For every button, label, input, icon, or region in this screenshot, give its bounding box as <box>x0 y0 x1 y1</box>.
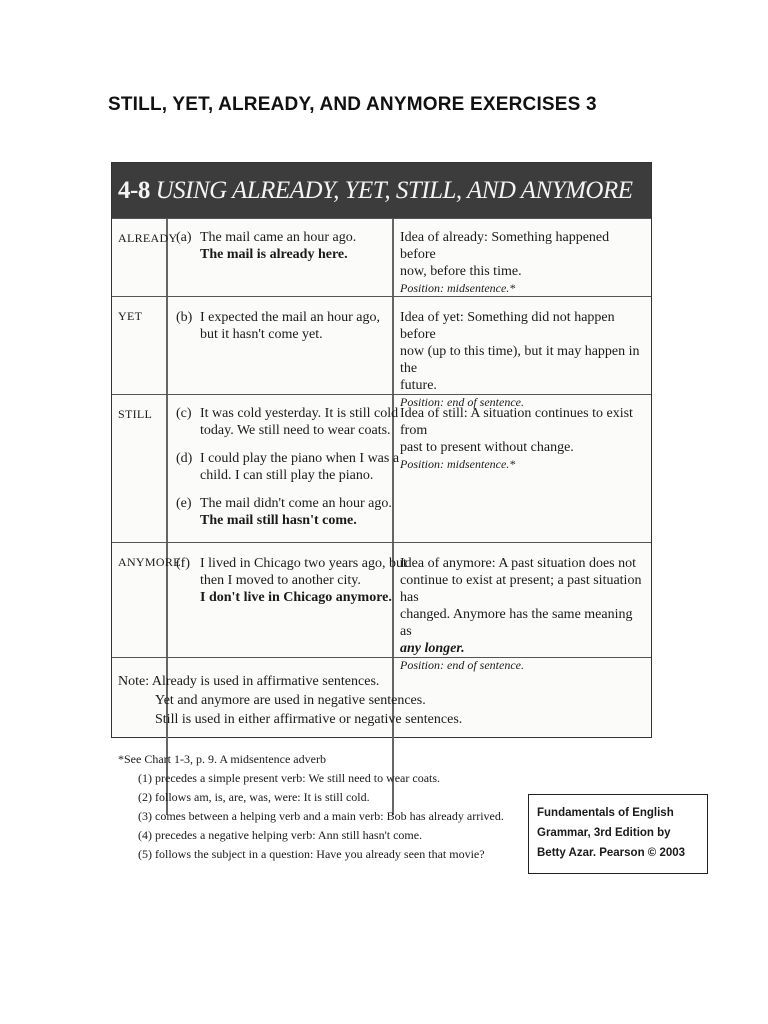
grammar-chart <box>111 162 652 738</box>
example-e <box>176 495 392 529</box>
note-row <box>112 657 651 736</box>
idea-line: continue to exist at present; a past situation has <box>400 573 642 605</box>
idea-line: now (up to this time), but it may happen in the <box>400 344 640 376</box>
example-b <box>176 309 380 343</box>
page-title: STILL, YET, ALREADY, AND ANYMORE EXERCISES 3 <box>108 94 597 115</box>
example-line: I lived in Chicago two years ago, but <box>200 556 407 571</box>
footnote <box>118 750 504 864</box>
example-line: today. We still need to wear coats. <box>200 423 391 438</box>
idea-line: Idea of already: Something happened before <box>400 230 610 262</box>
example-label: (e) <box>176 496 192 511</box>
row-term: STILL <box>118 407 153 421</box>
row-term: ANYMORE <box>118 555 181 569</box>
chart-number: 4-8 <box>118 177 150 204</box>
idea-line: any longer. <box>400 641 465 656</box>
position-note: Position: end of sentence. <box>400 658 524 672</box>
idea-line: past to present without change. <box>400 440 574 455</box>
idea-line: now, before this time. <box>400 264 522 279</box>
table-row <box>112 542 651 672</box>
example-line: but it hasn't come yet. <box>200 327 323 342</box>
usage-note <box>118 672 462 729</box>
example-line: It was cold yesterday. It is still cold <box>200 406 399 421</box>
example-label: (c) <box>176 406 192 421</box>
footnote-item: (1) precedes a simple present verb: We still need to wear coats. <box>138 771 441 785</box>
source-line: Fundamentals of English <box>537 807 674 819</box>
table-row <box>112 394 651 542</box>
source-line: Grammar, 3rd Edition by <box>537 827 671 839</box>
idea-line: Idea of still: A situation continues to exist from <box>400 406 633 438</box>
example-line: The mail didn't come an hour ago. <box>200 496 392 511</box>
example-line: I expected the mail an hour ago, <box>200 310 380 325</box>
example-line: The mail is already here. <box>200 247 348 262</box>
example-line: child. I can still play the piano. <box>200 468 374 483</box>
example-label: (f) <box>176 556 190 571</box>
footnote-intro: *See Chart 1-3, p. 9. A midsentence adverb <box>118 752 326 766</box>
idea-line: future. <box>400 378 437 393</box>
row-term: YET <box>118 309 143 323</box>
table-row <box>112 296 651 409</box>
example-c <box>176 405 398 439</box>
footnote-item: (5) follows the subject in a question: Have you already seen that movie? <box>138 847 485 861</box>
row-term: ALREADY <box>118 231 178 245</box>
example-line: I don't live in Chicago anymore. <box>200 590 392 605</box>
chart-header <box>112 163 651 218</box>
source-citation-box <box>528 794 708 874</box>
note-line: Note: Already is used in affirmative sentences. <box>118 674 380 689</box>
footnote-item: (2) follows am, is, are, was, were: It is still cold. <box>138 790 370 804</box>
note-line: Still is used in either affirmative or negative sentences. <box>155 712 463 727</box>
example-a <box>176 229 356 263</box>
example-line: I could play the piano when I was a <box>200 451 400 466</box>
idea-line: Idea of yet: Something did not happen before <box>400 310 615 342</box>
example-d <box>176 450 399 484</box>
example-label: (b) <box>176 310 193 325</box>
example-line: then I moved to another city. <box>200 573 361 588</box>
idea-line: Idea of anymore: A past situation does not <box>400 556 637 571</box>
idea-line: changed. Anymore has the same meaning as <box>400 607 633 639</box>
idea-cell <box>400 229 645 297</box>
table-row <box>112 218 651 296</box>
note-line: Yet and anymore are used in negative sentences. <box>155 693 426 708</box>
example-line: The mail still hasn't come. <box>200 513 357 528</box>
position-note: Position: midsentence.* <box>400 457 516 471</box>
position-note: Position: end of sentence. <box>400 395 524 409</box>
idea-cell <box>400 405 645 473</box>
chart-heading: USING ALREADY, YET, STILL, AND ANYMORE <box>155 177 633 204</box>
footnote-item: (4) precedes a negative helping verb: Ann still hasn't come. <box>138 828 423 842</box>
example-line: The mail came an hour ago. <box>200 230 357 245</box>
example-label: (d) <box>176 451 193 466</box>
position-note: Position: midsentence.* <box>400 281 516 295</box>
example-f <box>176 555 407 606</box>
example-label: (a) <box>176 230 192 245</box>
footnote-item: (3) comes between a helping verb and a main verb: Bob has already arrived. <box>138 809 504 823</box>
source-line: Betty Azar. Pearson © 2003 <box>537 847 686 859</box>
